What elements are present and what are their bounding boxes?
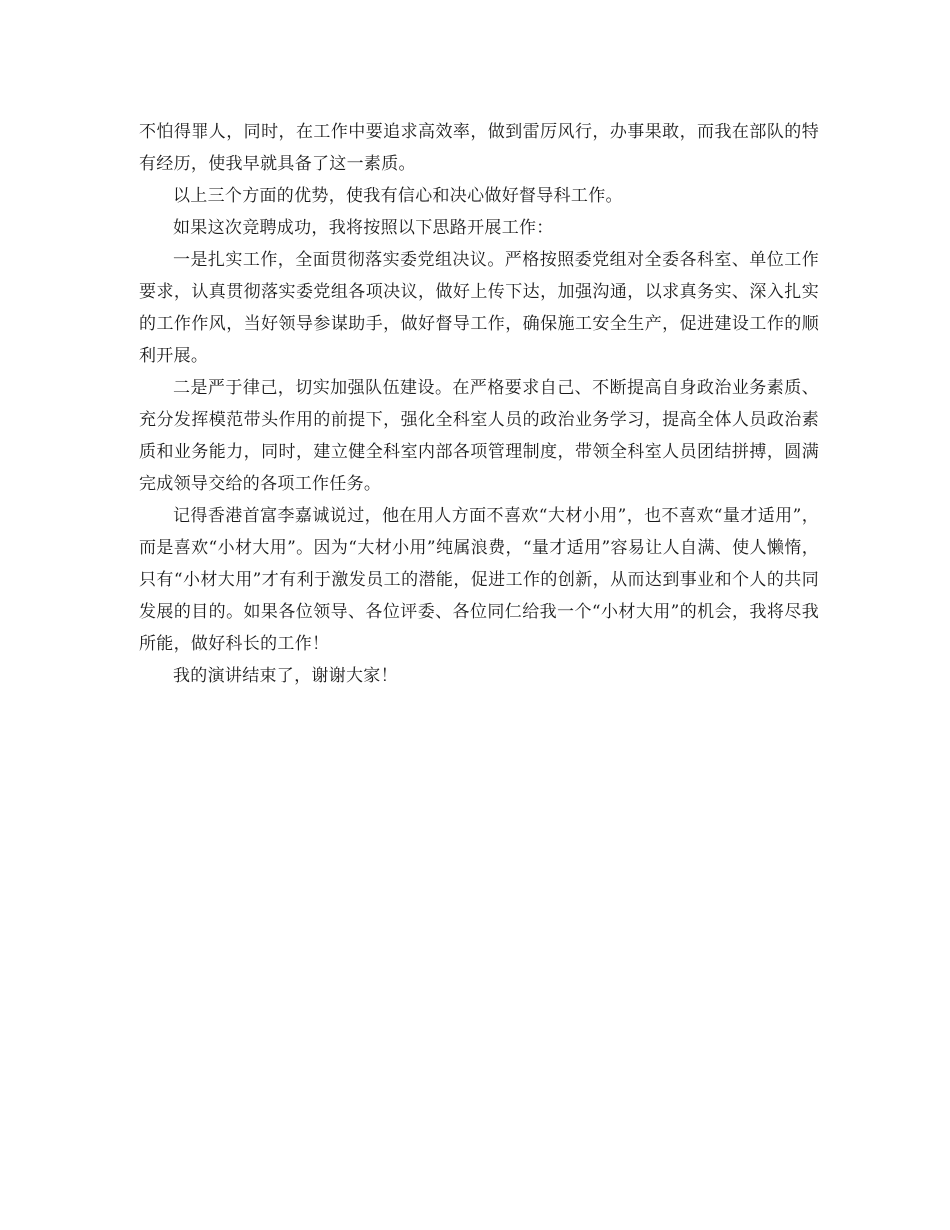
document-body (139, 116, 819, 692)
paragraph: 二是严于律己，切实加强队伍建设。在严格要求自己、不断提高自身政治业务素质、充分发挥模范带头作用的前提下，强化全科室人员的政治业务学习，提高全体人员政治素质和业务能力，同时，建立健全科室内部各项管理制度，带领全科室人员团结拼搏，圆满完成领导交给的各项工作任务。 (139, 378, 819, 494)
paragraph: 不怕得罪人，同时，在工作中要追求高效率，做到雷厉风行，办事果敢，而我在部队的特有经历，使我早就具备了这一素质。 (139, 122, 819, 174)
paragraph: 记得香港首富李嘉诚说过，他在用人方面不喜欢“大材小用”，也不喜欢“量才适用”，而是喜欢“小材大用”。因为“大材小用”纯属浪费，“量才适用”容易让人自满、使人懒惰，只有“小材大用”才有利于激发员工的潜能，促进工作的创新，从而达到事业和个人的共同发展的目的。如果各位领导、各位评委、各位同仁给我一个“小材大用”的机会，我将尽我所能，做好科长的工作！ (139, 506, 819, 654)
paragraph: 以上三个方面的优势，使我有信心和决心做好督导科工作。 (173, 186, 623, 206)
paragraph: 如果这次竞聘成功，我将按照以下思路开展工作： (173, 218, 554, 238)
paragraph: 我的演讲结束了，谢谢大家！ (173, 666, 398, 686)
paragraph: 一是扎实工作，全面贯彻落实委党组决议。严格按照委党组对全委各科室、单位工作要求，认真贯彻落实委党组各项决议，做好上传下达，加强沟通，以求真务实、深入扎实的工作作风，当好领导参谋助手，做好督导工作，确保施工安全生产，促进建设工作的顺利开展。 (139, 250, 819, 366)
